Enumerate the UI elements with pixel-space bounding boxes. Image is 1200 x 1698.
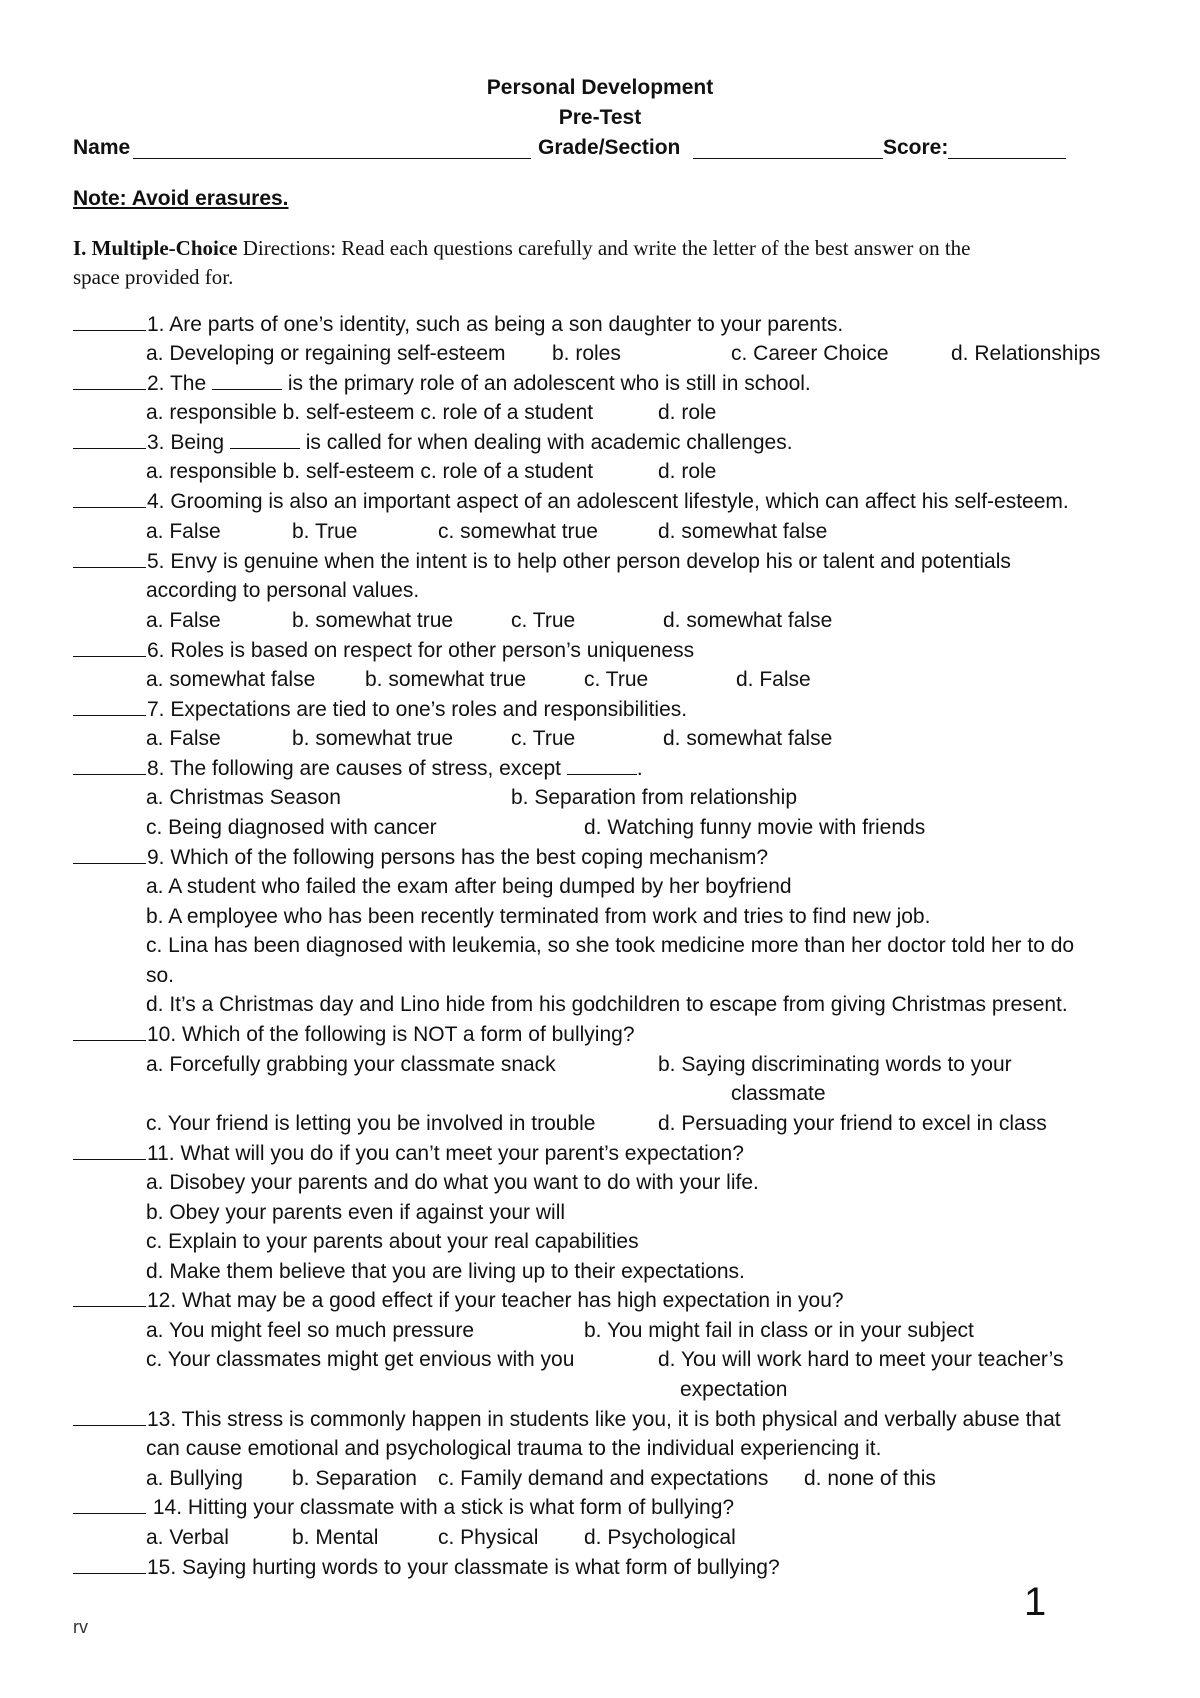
q1-option-c: c. Career Choice	[731, 342, 889, 365]
score-line[interactable]	[948, 158, 1066, 159]
q1-option-b: b. roles	[552, 342, 621, 365]
q12-option-d-cont: expectation	[680, 1378, 788, 1401]
question-4: 4. Grooming is also an important aspect of an adolescent lifestyle, which can affect his self-esteem.	[73, 487, 1069, 517]
answer-blank-9[interactable]	[73, 843, 146, 864]
question-2: 2. The is the primary role of an adolescent who is still in school.	[73, 369, 811, 399]
answer-blank-4[interactable]	[73, 487, 146, 508]
q11-option-b: b. Obey your parents even if against your will	[146, 1201, 566, 1224]
note-text: Note: Avoid erasures.	[73, 187, 289, 210]
q13-option-b: b. Separation	[292, 1467, 417, 1490]
q2-inline-blank	[212, 369, 282, 390]
q13-option-c: c. Family demand and expectations	[438, 1467, 769, 1490]
answer-blank-7[interactable]	[73, 695, 146, 716]
q12-option-a: a. You might feel so much pressure	[146, 1319, 475, 1342]
answer-blank-13[interactable]	[73, 1405, 146, 1426]
q14-option-c: c. Physical	[438, 1526, 539, 1549]
q3-options: a. responsible b. self-esteem c. role of a student	[146, 460, 594, 483]
q9-option-c: c. Lina has been diagnosed with leukemia, so she took medicine more than her doctor told her to do	[146, 934, 1075, 957]
q8-option-a: a. Christmas Season	[146, 786, 341, 809]
question-6: 6. Roles is based on respect for other person’s uniqueness	[73, 636, 694, 666]
q8-inline-blank	[567, 754, 637, 775]
question-1: 1. Are parts of one’s identity, such as being a son daughter to your parents.	[73, 310, 843, 340]
q1-option-d: d. Relationships	[951, 342, 1101, 365]
grade-line[interactable]	[693, 158, 883, 159]
name-line[interactable]	[133, 158, 531, 159]
question-11: 11. What will you do if you can’t meet your parent’s expectation?	[73, 1139, 744, 1169]
answer-blank-3[interactable]	[73, 428, 146, 449]
q6-option-a: a. somewhat false	[146, 668, 316, 691]
q5-option-c: c. True	[511, 609, 576, 632]
test-title: Pre-Test	[558, 106, 642, 129]
answer-blank-2[interactable]	[73, 369, 146, 390]
q4-option-c: c. somewhat true	[438, 520, 598, 543]
section-directions	[73, 233, 970, 263]
directions-text: Directions: Read each questions carefully and write the letter of the best answer on the	[242, 236, 971, 260]
q11-option-d: d. Make them believe that you are living up to their expectations.	[146, 1260, 745, 1283]
q8-option-c: c. Being diagnosed with cancer	[146, 816, 437, 839]
question-7: 7. Expectations are tied to one’s roles and responsibilities.	[73, 695, 687, 725]
q2-option-d: d. role	[658, 401, 717, 424]
q9-option-b: b. A employee who has been recently terminated from work and tries to find new job.	[146, 905, 931, 928]
page-number: 1	[1024, 1580, 1047, 1624]
q12-option-d: d. You will work hard to meet your teacher’s	[658, 1348, 1064, 1371]
q11-option-a: a. Disobey your parents and do what you want to do with your life.	[146, 1171, 759, 1194]
question-12: 12. What may be a good effect if your teacher has high expectation in you?	[73, 1286, 844, 1316]
q4-option-d: d. somewhat false	[658, 520, 828, 543]
q10-option-c: c. Your friend is letting you be involved in trouble	[146, 1112, 596, 1135]
subject-title: Personal Development	[486, 76, 714, 99]
q10-option-b-cont: classmate	[731, 1082, 826, 1105]
question-10: 10. Which of the following is NOT a form of bullying?	[73, 1020, 635, 1050]
section-title: I. Multiple-Choice	[73, 236, 238, 260]
question-5-cont: according to personal values.	[146, 579, 420, 602]
q10-option-b: b. Saying discriminating words to your	[658, 1053, 1012, 1076]
q7-option-d: d. somewhat false	[663, 727, 833, 750]
q9-option-a: a. A student who failed the exam after being dumped by her boyfriend	[146, 875, 792, 898]
grade-label: Grade/Section	[538, 136, 681, 159]
q2-options: a. responsible b. self-esteem c. role of a student	[146, 401, 594, 424]
q1-option-a: a. Developing or regaining self-esteem	[146, 342, 506, 365]
q12-option-c: c. Your classmates might get envious with you	[146, 1348, 575, 1371]
question-5: 5. Envy is genuine when the intent is to help other person develop his or talent and potentials	[73, 547, 1011, 577]
question-13: 13. This stress is commonly happen in students like you, it is both physical and verbally abuse that	[73, 1405, 1061, 1435]
q11-option-c: c. Explain to your parents about your real capabilities	[146, 1230, 639, 1253]
q8-option-b: b. Separation from relationship	[511, 786, 797, 809]
answer-blank-1[interactable]	[73, 310, 146, 331]
footer-initials: rv	[73, 1617, 88, 1637]
question-15: 15. Saying hurting words to your classmate is what form of bullying?	[73, 1553, 780, 1583]
q6-option-c: c. True	[584, 668, 649, 691]
q10-option-d: d. Persuading your friend to excel in class	[658, 1112, 1047, 1135]
q14-option-b: b. Mental	[292, 1526, 379, 1549]
question-3: 3. Being is called for when dealing with academic challenges.	[73, 428, 793, 458]
answer-blank-8[interactable]	[73, 754, 146, 775]
answer-blank-15[interactable]	[73, 1553, 146, 1574]
q13-option-a: a. Bullying	[146, 1467, 243, 1490]
name-label: Name	[73, 136, 131, 159]
q9-option-c-cont: so.	[146, 964, 175, 987]
q6-option-d: d. False	[736, 668, 811, 691]
q7-option-b: b. somewhat true	[292, 727, 454, 750]
q3-inline-blank	[230, 428, 300, 449]
q7-option-c: c. True	[511, 727, 576, 750]
answer-blank-11[interactable]	[73, 1139, 146, 1160]
q9-option-d: d. It’s a Christmas day and Lino hide from his godchildren to escape from giving Christmas present.	[146, 993, 1068, 1016]
q5-option-a: a. False	[146, 609, 221, 632]
q6-option-b: b. somewhat true	[365, 668, 527, 691]
question-9: 9. Which of the following persons has the best coping mechanism?	[73, 843, 768, 873]
q3-option-d: d. role	[658, 460, 717, 483]
q13-option-d: d. none of this	[804, 1467, 936, 1490]
q7-option-a: a. False	[146, 727, 221, 750]
directions-cont: space provided for.	[73, 265, 234, 289]
answer-blank-10[interactable]	[73, 1020, 146, 1041]
q14-option-a: a. Verbal	[146, 1526, 229, 1549]
answer-blank-5[interactable]	[73, 547, 146, 568]
q5-option-d: d. somewhat false	[663, 609, 833, 632]
score-label: Score:	[883, 136, 949, 159]
question-14: 14. Hitting your classmate with a stick is what form of bullying?	[73, 1493, 734, 1523]
q10-option-a: a. Forcefully grabbing your classmate snack	[146, 1053, 556, 1076]
q4-option-b: b. True	[292, 520, 358, 543]
answer-blank-12[interactable]	[73, 1286, 146, 1307]
q4-option-a: a. False	[146, 520, 221, 543]
q14-option-d: d. Psychological	[584, 1526, 736, 1549]
answer-blank-14[interactable]	[73, 1493, 146, 1514]
q5-option-b: b. somewhat true	[292, 609, 454, 632]
question-8: 8. The following are causes of stress, except .	[73, 754, 643, 784]
q8-option-d: d. Watching funny movie with friends	[584, 816, 926, 839]
answer-blank-6[interactable]	[73, 636, 146, 657]
q12-option-b: b. You might fail in class or in your subject	[584, 1319, 974, 1342]
question-13-cont: can cause emotional and psychological trauma to the individual experiencing it.	[146, 1437, 882, 1460]
